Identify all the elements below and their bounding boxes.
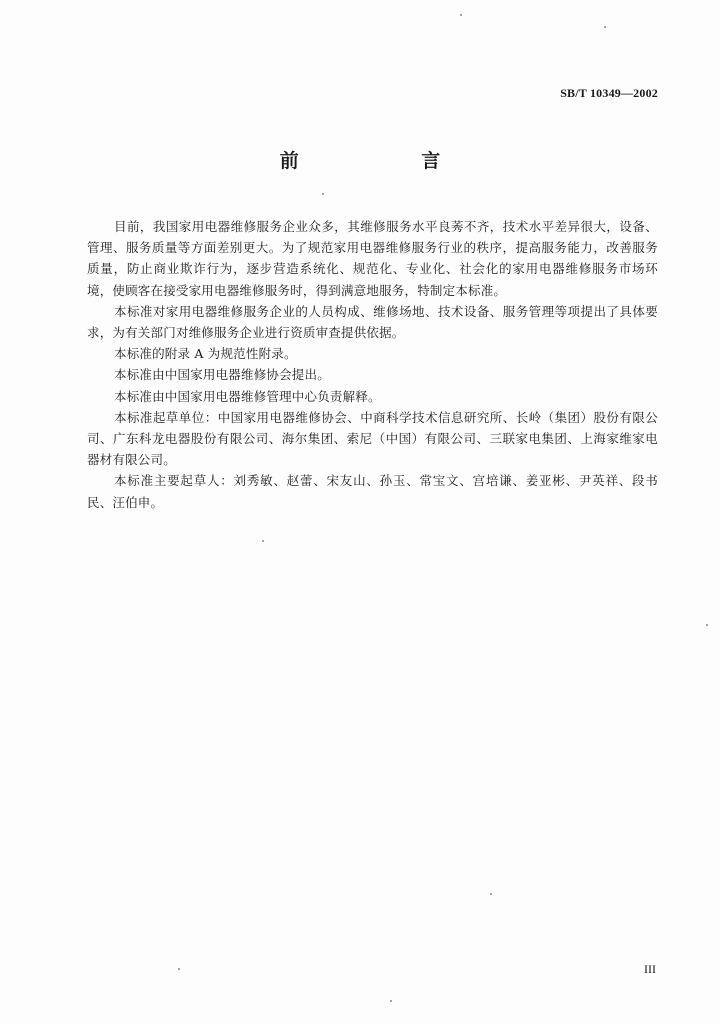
standard-code: SB/T 10349—2002 (560, 86, 658, 100)
scan-speck (322, 193, 324, 195)
paragraph-annex: 本标准的附录 A 为规范性附录。 (114, 346, 297, 362)
foreword-body (87, 216, 658, 513)
scan-speck (262, 540, 264, 542)
paragraph-interpreter: 本标准由中国家用电器维修管理中心负责解释。 (114, 388, 381, 404)
page-number: III (644, 962, 656, 976)
scan-speck (490, 893, 492, 895)
paragraph-background: 目前，我国家用电器维修服务企业众多，其维修服务水平良莠不齐，技术水平差异很大，设备、管理、服务质量等方面差别更大。为了规范家用电器维修服务行业的秩序，提高服务能力，改善服务质量，防止商业欺诈行为，逐步营造系统化、规范化、专业化、社会化的家用电器维修服务市场环境，使顾客在接受家用电器维修服务时，得到满意地服务，特制定本标准。 (87, 219, 658, 298)
scan-speck (178, 968, 180, 970)
scan-speck (390, 1000, 392, 1002)
scan-speck (460, 14, 462, 16)
scan-speck (604, 26, 606, 28)
scan-speck (706, 624, 708, 626)
paragraph-drafters: 本标准主要起草人：刘秀敏、赵蕾、宋友山、孙玉、常宝文、宫培谦、姜亚彬、尹英祥、段书民、汪伯申。 (87, 473, 658, 510)
paragraph-drafting-units: 本标准起草单位：中国家用电器维修协会、中商科学技术信息研究所、长岭（集团）股份有限公司、广东科龙电器股份有限公司、海尔集团、索尼（中国）有限公司、三联家电集团、上海家维家电器材有限公司。 (87, 409, 658, 468)
paragraph-proposer: 本标准由中国家用电器维修协会提出。 (114, 367, 330, 383)
paragraph-scope: 本标准对家用电器维修服务企业的人员构成、维修场地、技术设备、服务管理等项提出了具体要求，为有关部门对维修服务企业进行资质审查提供依据。 (87, 303, 658, 341)
page-title: 前 言 (279, 150, 499, 172)
